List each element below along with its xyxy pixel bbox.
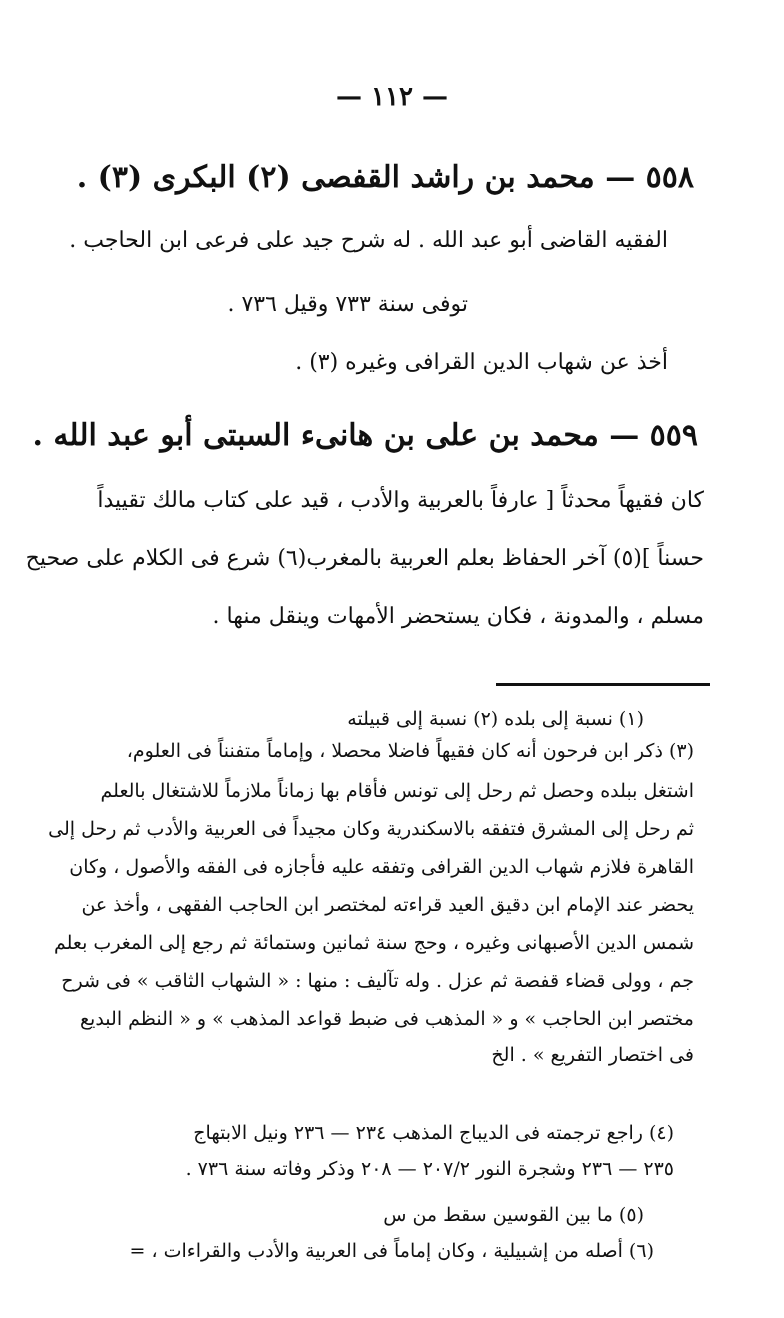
- entry-558-line-2: توفى سنة ٧٣٣ وقيل ٧٣٦ .: [227, 292, 468, 317]
- entry-558-line-3: أخذ عن شهاب الدين القرافى وغيره (٣) .: [295, 350, 668, 375]
- entry-559-line-3: مسلم ، والمدونة ، فكان يستحضر الأمهات وينقل منها .: [212, 604, 704, 629]
- footnote-3-line-3: ثم رحل إلى المشرق فتفقه بالاسكندرية وكان مجيداً فى العربية والأدب ثم رحل إلى: [48, 818, 694, 840]
- footnote-4-line-1: (٤) راجع ترجمته فى الديباج المذهب ٢٣٤ — ٢٣٦ ونيل الابتهاج: [193, 1122, 674, 1144]
- page-number: — ١١٢ —: [335, 82, 449, 112]
- entry-559-line-1: كان فقيهاً محدثاً [ عارفاً بالعربية والأدب ، قيد على كتاب مالك تقييداً: [97, 488, 704, 513]
- entry-558-line-1: الفقيه القاضى أبو عبد الله . له شرح جيد على فرعى ابن الحاجب .: [69, 228, 668, 253]
- entry-heading-558: ٥٥٨ — محمد بن راشد القفصى (٢) البكرى (٣) .: [76, 160, 694, 195]
- footnote-5: (٥) ما بين القوسين سقط من س: [383, 1204, 644, 1226]
- footnote-separator: [496, 683, 710, 686]
- footnote-6: (٦) أصله من إشبيلية ، وكان إماماً فى العربية والأدب والقراءات ، =: [129, 1240, 654, 1262]
- footnote-3-line-6: شمس الدين الأصبهانى وغيره ، وحج سنة ثمانين وستمائة ثم رجع إلى المغرب بعلم: [54, 932, 694, 954]
- footnote-3-line-1: (٣) ذكر ابن فرحون أنه كان فقيهاً فاضلا محصلا ، وإماماً متفنناً فى العلوم،: [126, 740, 694, 762]
- entry-heading-559: ٥٥٩ — محمد بن على بن هانىء السبتى أبو عبد الله .: [32, 418, 698, 453]
- footnote-3-line-5: يحضر عند الإمام ابن دقيق العيد قراءته لمختصر ابن الحاجب الفقهى ، وأخذ عن: [81, 894, 694, 916]
- footnote-3-line-4: القاهرة فلازم شهاب الدين القرافى وتفقه عليه فأجازه فى الفقه والأصول ، وكان: [69, 856, 694, 878]
- footnote-1-2: (١) نسبة إلى بلده (٢) نسبة إلى قبيلته: [347, 708, 644, 730]
- footnote-4-line-2: ٢٣٥ — ٢٣٦ وشجرة النور ٢٠٧/٢ — ٢٠٨ وذكر وفاته سنة ٧٣٦ .: [185, 1158, 674, 1180]
- footnote-3-line-9: فى اختصار التفريع » . الخ: [491, 1044, 694, 1066]
- footnote-3-line-2: اشتغل ببلده وحصل ثم رحل إلى تونس فأقام بها زماناً ملازماً للاشتغال بالعلم: [100, 780, 694, 802]
- entry-559-line-2: حسناً ](٥) آخر الحفاظ بعلم العربية بالمغرب(٦) شرع فى الكلام على صحيح: [25, 546, 704, 571]
- footnote-3-line-8: مختصر ابن الحاجب » و « المذهب فى ضبط قواعد المذهب » و « النظم البديع: [79, 1008, 694, 1030]
- footnote-3-line-7: جم ، وولى قضاء قفصة ثم عزل . وله تآليف : منها : « الشهاب الثاقب » فى شرح: [61, 970, 694, 992]
